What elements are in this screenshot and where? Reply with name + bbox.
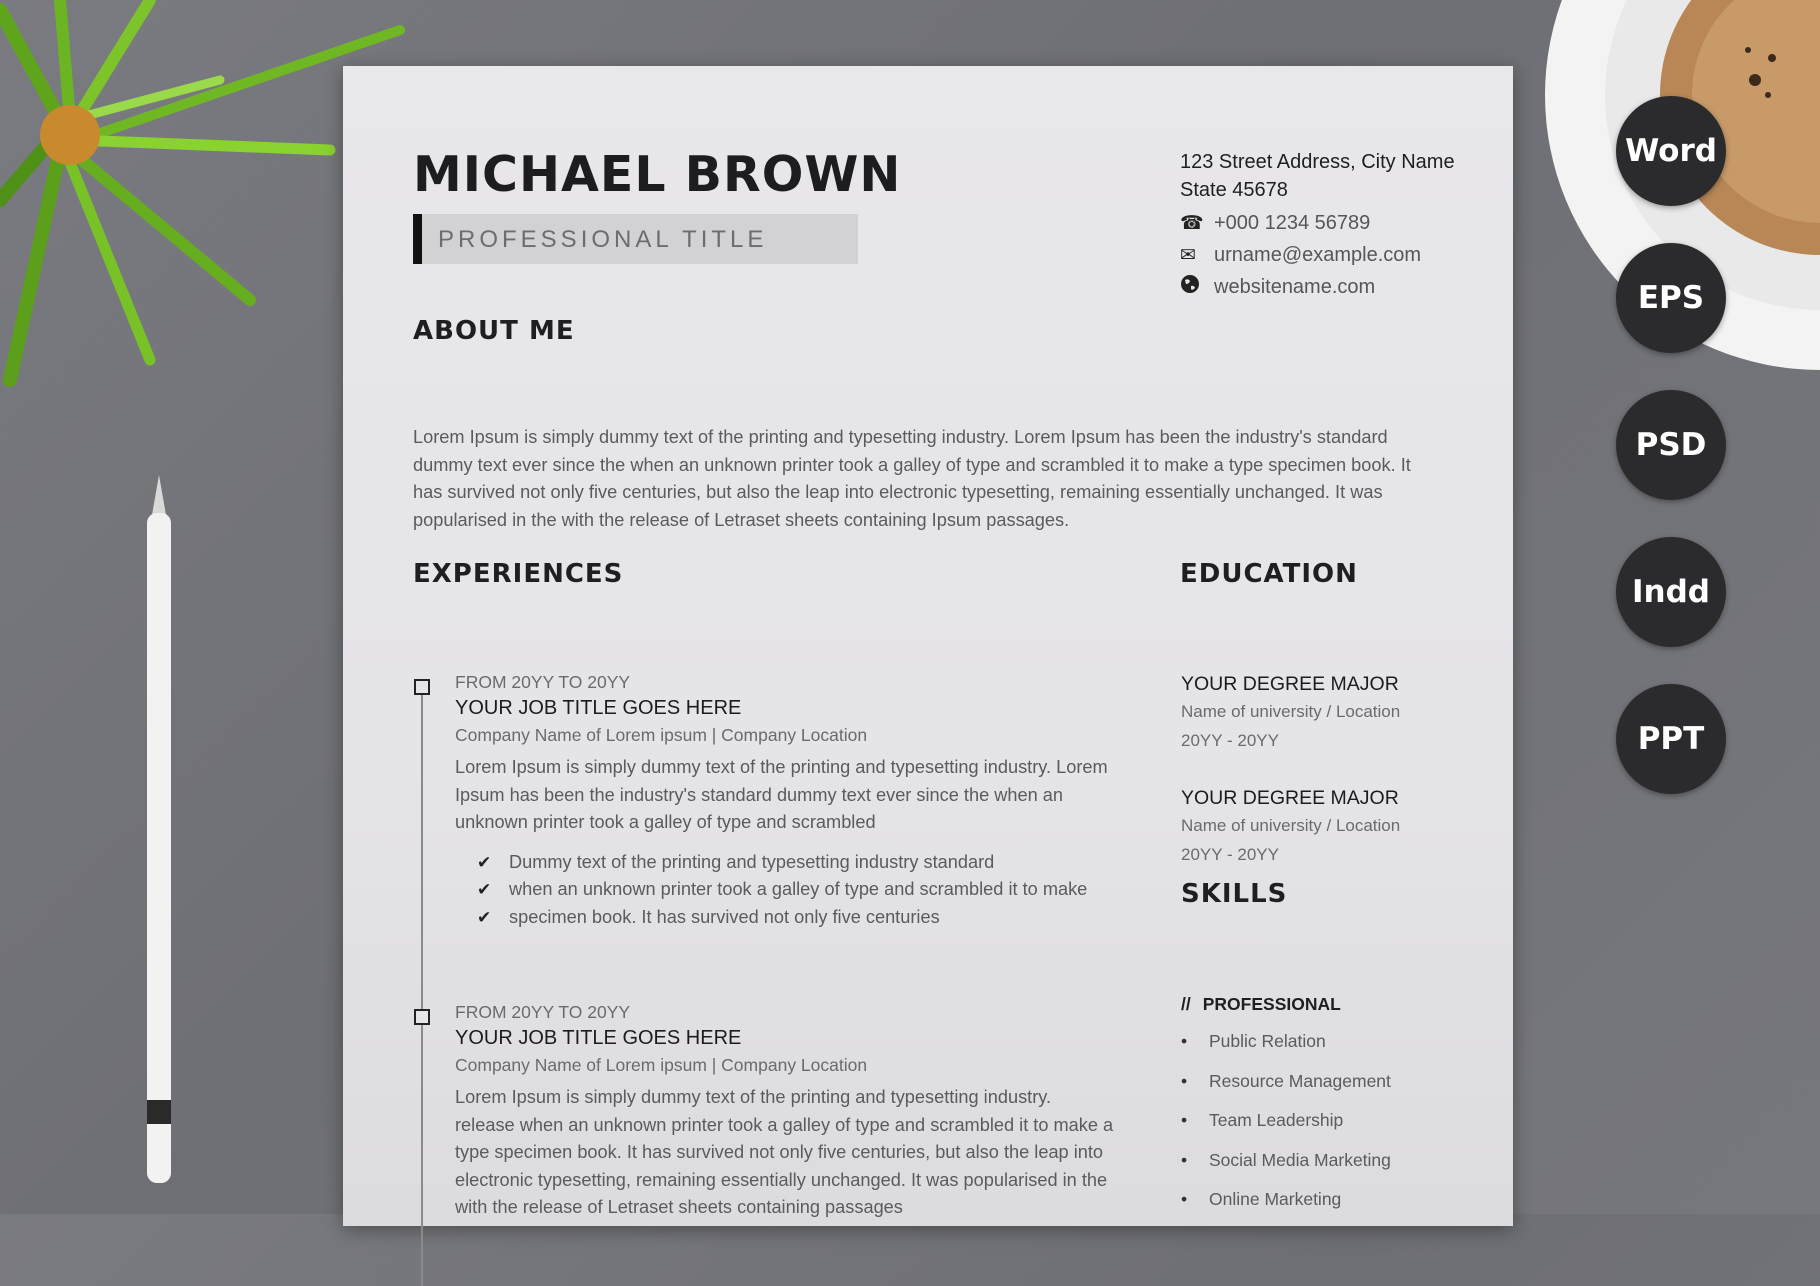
experience-company: Company Name of Lorem ipsum | Company Location (455, 1055, 868, 1075)
education-degree: YOUR DEGREE MAJOR (1181, 673, 1399, 695)
education-years: 20YY - 20YY (1181, 731, 1279, 750)
education-school: Name of university / Location (1181, 816, 1401, 835)
resume-name: MICHAEL BROWN (413, 146, 902, 203)
format-badge-indd: Indd (1616, 537, 1726, 647)
phone-text: +000 1234 56789 (1214, 211, 1371, 234)
address-line-2: State 45678 (1180, 179, 1288, 201)
skill-label: Social Media Marketing (1209, 1149, 1391, 1170)
address-line-1: 123 Street Address, City Name (1180, 151, 1455, 173)
bullet-item (477, 904, 1115, 932)
bullet-dot-icon: • (1181, 1031, 1188, 1051)
globe-icon (1180, 274, 1214, 300)
check-icon: ✔ (477, 852, 492, 872)
format-badge-psd: PSD (1616, 390, 1726, 500)
check-icon: ✔ (477, 907, 492, 927)
skills-heading: SKILLS (1181, 879, 1288, 909)
experience-title: YOUR JOB TITLE GOES HERE (455, 697, 742, 719)
bullet-dot-icon: • (1181, 1149, 1188, 1170)
experience-title: YOUR JOB TITLE GOES HERE (455, 1027, 742, 1049)
bullet-text: Dummy text of the printing and typesetting industry standard (509, 851, 995, 872)
about-text: Lorem Ipsum is simply dummy text of the printing and typesetting industry. Lorem Ipsum has been the industry's standard dummy text ever since the when an unknown printer took a galley of type and scrambled it to make a type specimen book. It has survived not only five centuries, but also the leap into electronic typesetting, remaining essentially unchanged. It was popularised in the with the release of Letraset sheets containing Ipsum passages. (413, 427, 1411, 530)
contact-website (1180, 274, 1480, 300)
contact-block (1180, 148, 1480, 300)
timeline-marker (414, 679, 430, 695)
experience-date: FROM 20YY TO 20YY (455, 672, 631, 692)
bullet-dot-icon: • (1181, 1070, 1188, 1091)
education-years: 20YY - 20YY (1181, 845, 1279, 864)
skill-label: Online Marketing (1209, 1189, 1342, 1209)
format-badge-ppt: PPT (1616, 684, 1726, 794)
about-heading: ABOUT ME (413, 316, 575, 346)
pencil-decoration (135, 475, 183, 1190)
education-school: Name of university / Location (1181, 702, 1401, 721)
bullet-text: specimen book. It has survived not only five centuries (509, 906, 940, 927)
education-heading: EDUCATION (1180, 559, 1358, 589)
resume-sheet (343, 66, 1513, 1226)
contact-phone (1180, 210, 1480, 236)
skills-category-prefix: // (1181, 994, 1191, 1014)
bullet-dot-icon: • (1181, 1189, 1188, 1209)
skills-category (1181, 994, 1341, 1015)
experiences-heading: EXPERIENCES (413, 559, 624, 589)
skill-item (1181, 1031, 1391, 1071)
format-badge-word: Word (1616, 96, 1726, 206)
format-badges (1616, 96, 1726, 831)
timeline-line (421, 686, 423, 1286)
education-item (1181, 787, 1481, 868)
skill-item (1181, 1189, 1391, 1229)
experience-bullets (477, 849, 1115, 932)
bullet-dot-icon: • (1181, 1110, 1188, 1130)
experience-item (455, 672, 1115, 931)
skill-item (1181, 1110, 1391, 1150)
format-badge-eps: EPS (1616, 243, 1726, 353)
professional-title-bar (413, 214, 858, 264)
experience-item (455, 1002, 1115, 1222)
experience-date: FROM 20YY TO 20YY (455, 1002, 631, 1022)
skills-list (1181, 1031, 1391, 1229)
contact-email (1180, 242, 1480, 268)
website-text: websitename.com (1214, 275, 1376, 298)
skill-item (1181, 1150, 1391, 1190)
phone-icon: ☎ (1180, 212, 1204, 234)
skills-category-label: PROFESSIONAL (1202, 994, 1341, 1014)
education-item (1181, 673, 1481, 754)
experience-description: Lorem Ipsum is simply dummy text of the printing and typesetting industry. release when an unknown printer took a galley of type and scrambled it to make a type specimen book. It has survived not only five centuries, but also the leap into electronic typesetting, remaining essentially unchanged. It was popularised in the with the release of Letraset sheets containing passages (455, 1087, 1114, 1217)
check-icon: ✔ (477, 880, 492, 899)
skill-label: Team Leadership (1209, 1110, 1344, 1130)
skill-label: Public Relation (1209, 1031, 1326, 1051)
experience-description: Lorem Ipsum is simply dummy text of the printing and typesetting industry. Lorem Ipsum has been the industry's standard dummy text ever since the when an unknown printer took a galley of type and scrambled (455, 757, 1108, 832)
email-text: urname@example.com (1214, 243, 1422, 266)
experience-company: Company Name of Lorem ipsum | Company Location (455, 725, 868, 745)
bullet-text: when an unknown printer took a galley of type and scrambled it to make (509, 879, 1088, 899)
envelope-icon: ✉ (1180, 244, 1196, 266)
skill-label: Resource Management (1209, 1070, 1391, 1091)
bullet-item (477, 849, 1115, 877)
education-degree: YOUR DEGREE MAJOR (1181, 787, 1399, 809)
skill-item (1181, 1071, 1391, 1111)
address (1180, 148, 1480, 204)
timeline-marker (414, 1009, 430, 1025)
bullet-item (477, 876, 1115, 904)
professional-title: PROFESSIONAL TITLE (438, 226, 768, 253)
